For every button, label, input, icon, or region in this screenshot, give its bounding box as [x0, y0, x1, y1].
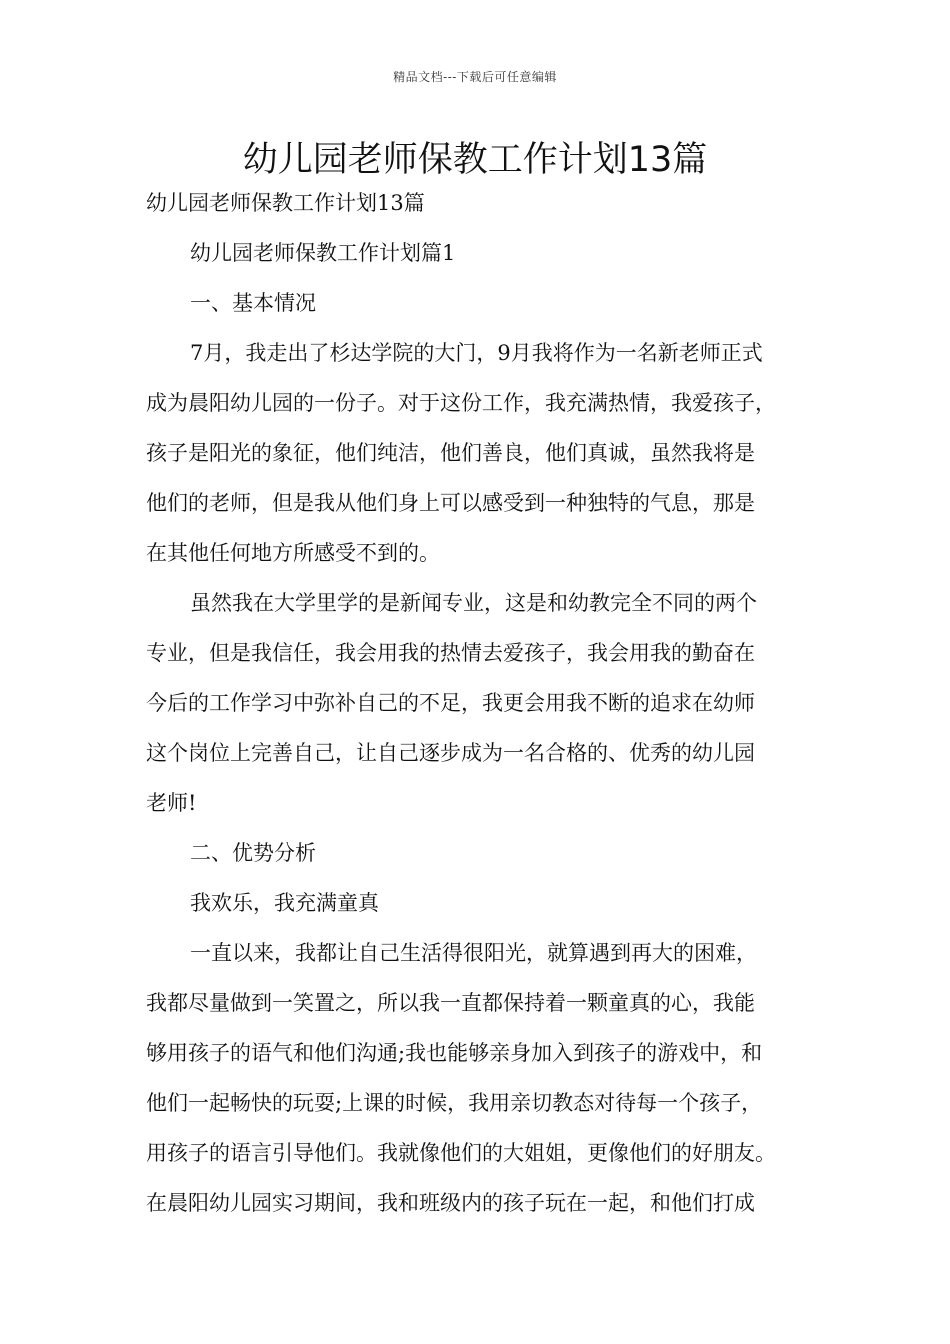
section-heading: 幼儿园老师保教工作计划篇1	[190, 241, 456, 265]
section-heading: 一、基本情况	[190, 291, 316, 315]
paragraph-line: 孩子是阳光的象征，他们纯洁，他们善良，他们真诚，虽然我将是	[146, 441, 755, 465]
paragraph-line: 够用孩子的语气和他们沟通;我也能够亲身加入到孩子的游戏中，和	[146, 1041, 763, 1065]
paragraph-line: 老师!	[146, 791, 197, 815]
paragraph-line: 在其他任何地方所感受不到的。	[146, 541, 440, 565]
subtitle-line: 幼儿园老师保教工作计划13篇	[146, 191, 425, 215]
paragraph-line: 成为晨阳幼儿园的一份子。对于这份工作，我充满热情，我爱孩子，	[146, 391, 776, 415]
paragraph-line: 今后的工作学习中弥补自己的不足，我更会用我不断的追求在幼师	[146, 691, 755, 715]
subsection-heading: 我欢乐，我充满童真	[190, 891, 379, 915]
document-title: 幼儿园老师保教工作计划13篇	[242, 140, 708, 180]
paragraph-line: 这个岗位上完善自己，让自己逐步成为一名合格的、优秀的幼儿园	[146, 741, 755, 765]
paragraph-line: 在晨阳幼儿园实习期间，我和班级内的孩子玩在一起，和他们打成	[146, 1191, 755, 1215]
paragraph-line: 一直以来，我都让自己生活得很阳光，就算遇到再大的困难，	[190, 941, 757, 965]
paragraph-line: 用孩子的语言引导他们。我就像他们的大姐姐，更像他们的好朋友。	[146, 1141, 776, 1165]
paragraph-line: 我都尽量做到一笑置之，所以我一直都保持着一颗童真的心，我能	[146, 991, 755, 1015]
paragraph-line: 虽然我在大学里学的是新闻专业，这是和幼教完全不同的两个	[190, 591, 757, 615]
section-heading: 二、优势分析	[190, 841, 316, 865]
document-body	[146, 178, 826, 1228]
paragraph-line: 7月，我走出了杉达学院的大门，9月我将作为一名新老师正式	[190, 341, 763, 365]
paragraph-line: 他们的老师，但是我从他们身上可以感受到一种独特的气息，那是	[146, 491, 755, 515]
paragraph-line: 他们一起畅快的玩耍;上课的时候，我用亲切教态对待每一个孩子，	[146, 1091, 763, 1115]
page-header: 精品文档---下载后可任意编辑	[393, 70, 557, 84]
paragraph-line: 专业，但是我信任，我会用我的热情去爱孩子，我会用我的勤奋在	[146, 641, 755, 665]
